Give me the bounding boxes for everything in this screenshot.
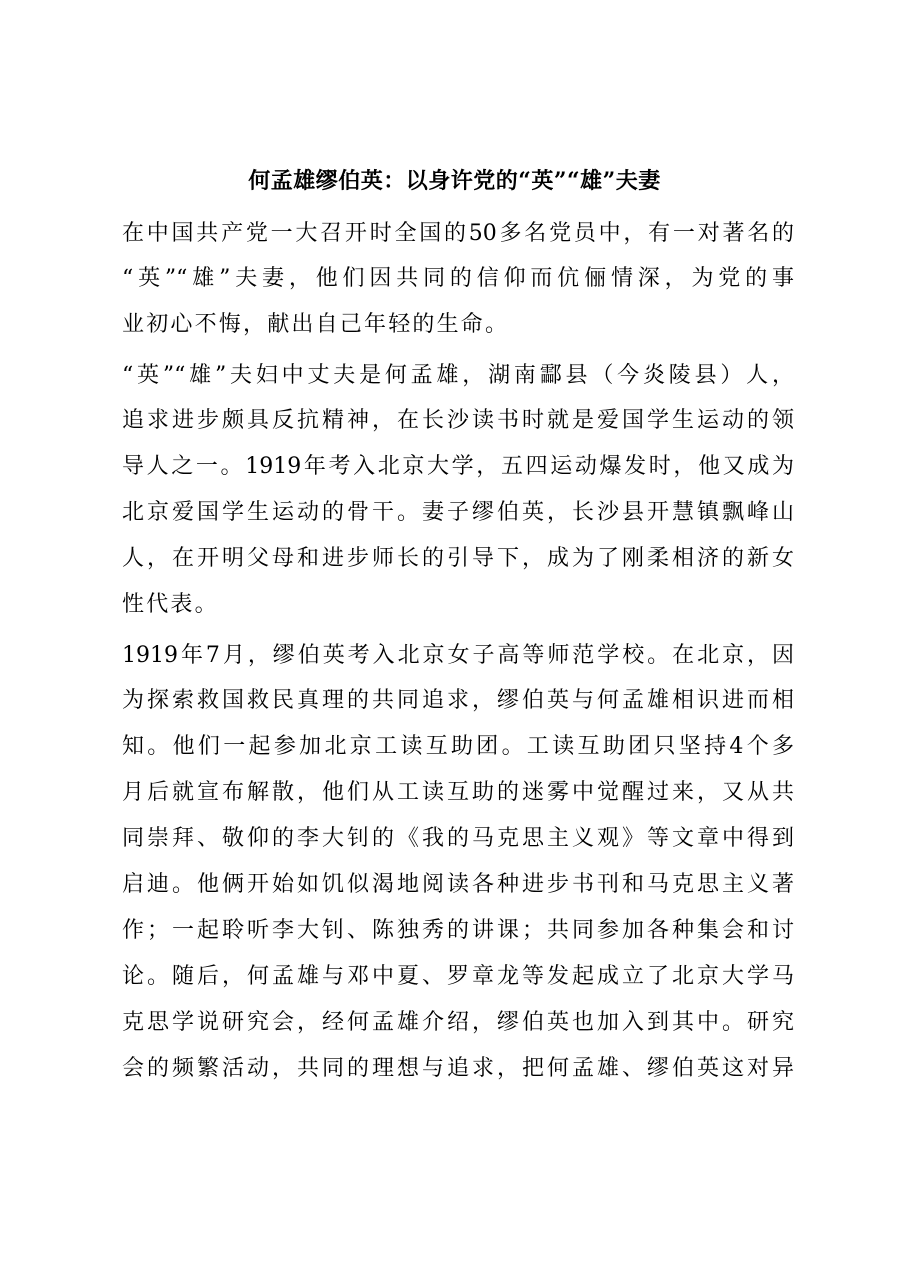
paragraph-2-line-3: 导人之一。1919年考入北京大学，五四运动爆发时，他又成为 <box>122 454 794 479</box>
paragraph-3-line-9: 克思学说研究会，经何孟雄介绍，缪伯英也加入到其中。研究 <box>122 1010 794 1035</box>
paragraph-1-line-1: 在中国共产党一大召开时全国的50多名党员中，有一对著名的 <box>122 221 794 246</box>
paragraph-3-line-8: 论。随后，何孟雄与邓中夏、罗章龙等发起成立了北京大学马 <box>122 964 794 989</box>
paragraph-2-line-5: 人，在开明父母和进步师长的引导下，成为了刚柔相济的新女 <box>122 546 794 571</box>
paragraph-3-line-2: 为探索救国救民真理的共同追求，缪伯英与何孟雄相识进而相 <box>122 688 794 713</box>
paragraph-2-line-2: 追求进步颇具反抗精神，在长沙读书时就是爱国学生运动的领 <box>122 408 794 433</box>
paragraph-2-line-1: “英”“雄”夫妇中丈夫是何孟雄，湖南酃县（今炎陵县）人， <box>122 363 794 388</box>
paragraph-3-line-1: 1919年7月，缪伯英考入北京女子高等师范学校。在北京，因 <box>122 643 794 668</box>
paragraph-3-line-4: 月后就宣布解散，他们从工读互助的迷雾中觉醒过来，又从共 <box>122 780 794 805</box>
paragraph-2-line-4: 北京爱国学生运动的骨干。妻子缪伯英，长沙县开慧镇飘峰山 <box>122 500 794 525</box>
paragraph-1-line-2: “英”“雄”夫妻，他们因共同的信仰而伉俪情深，为党的事 <box>122 266 794 291</box>
paragraph-1-line-3: 业初心不悔，献出自己年轻的生命。 <box>122 312 510 337</box>
paragraph-3-line-3: 知。他们一起参加北京工读互助团。工读互助团只坚持4个多 <box>122 734 794 759</box>
paragraph-3-line-10: 会的频繁活动，共同的理想与追求，把何孟雄、缪伯英这对异 <box>122 1056 794 1081</box>
paragraph-3-line-6: 启迪。他俩开始如饥似渴地阅读各种进步书刊和马克思主义著 <box>122 872 794 897</box>
paragraph-2-line-6: 性代表。 <box>122 592 219 617</box>
document-title: 何孟雄缪伯英：以身许党的“英”“雄”夫妻 <box>248 168 661 194</box>
paragraph-3-line-5: 同崇拜、敬仰的李大钊的《我的马克思主义观》等文章中得到 <box>122 826 794 851</box>
paragraph-3-line-7: 作；一起聆听李大钊、陈独秀的讲课；共同参加各种集会和讨 <box>122 918 794 943</box>
